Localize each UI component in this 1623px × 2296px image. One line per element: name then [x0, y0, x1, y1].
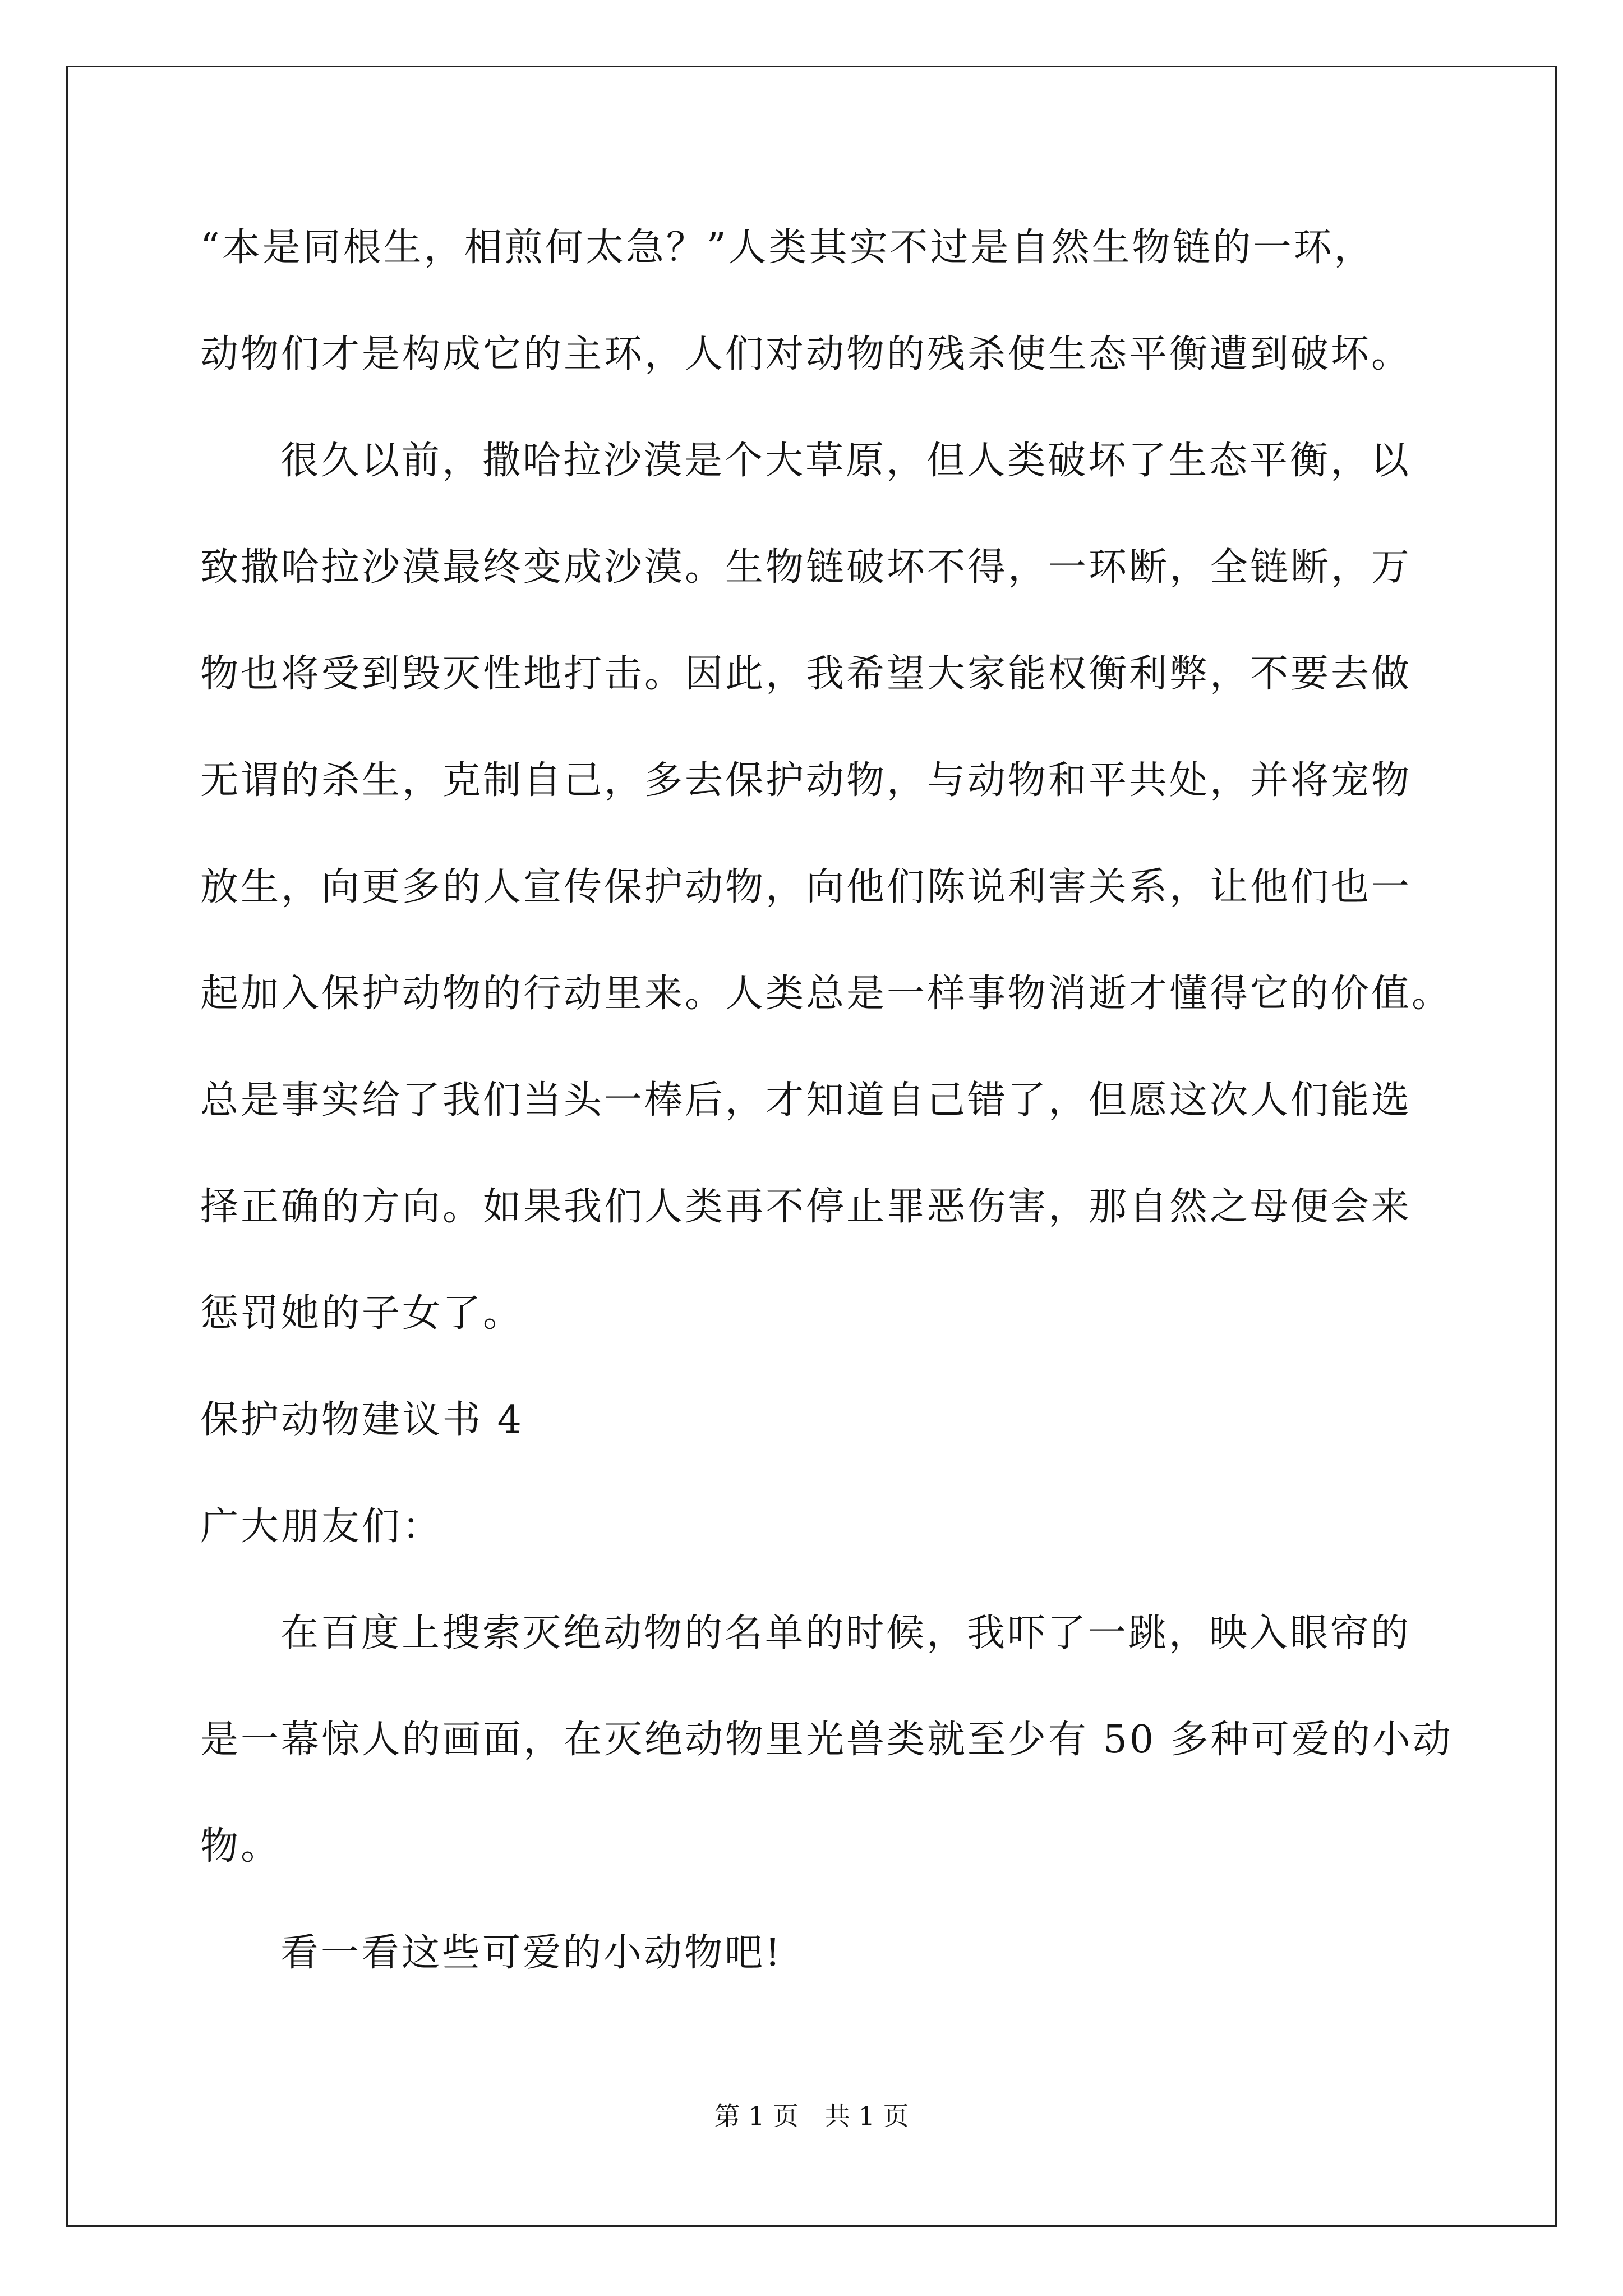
page-border: [66, 66, 1557, 2227]
paragraph-line: 致撒哈拉沙漠最终变成沙漠。生物链破坏不得，一环断，全链断，万: [200, 545, 1412, 590]
paragraph-line: 动物们才是构成它的主环，人们对动物的残杀使生态平衡遭到破坏。: [200, 332, 1412, 376]
paragraph-line: 惩罚她的子女了。: [200, 1291, 524, 1336]
paragraph-line: 在百度上搜索灭绝动物的名单的时候，我吓了一跳，映入眼帘的: [280, 1611, 1412, 1655]
page-footer: 第 1 页 共 1 页: [714, 2101, 909, 2131]
section-title: 保护动物建议书 4: [200, 1398, 524, 1442]
paragraph-line: 起加入保护动物的行动里来。人类总是一样事物消逝才懂得它的价值。: [200, 972, 1453, 1016]
paragraph-line: “本是同根生，相煎何太急？”人类其实不过是自然生物链的一环，: [200, 226, 1375, 270]
paragraph-line: 是一幕惊人的画面，在灭绝动物里光兽类就至少有 50 多种可爱的小动: [200, 1718, 1453, 1762]
salutation: 广大朋友们：: [200, 1504, 443, 1549]
paragraph-line: 看一看这些可爱的小动物吧!: [280, 1931, 783, 1975]
paragraph-line: 总是事实给了我们当头一棒后，才知道自己错了，但愿这次人们能选: [200, 1078, 1412, 1122]
paragraph-line: 无谓的杀生，克制自己，多去保护动物，与动物和平共处，并将宠物: [200, 758, 1412, 803]
paragraph-line: 择正确的方向。如果我们人类再不停止罪恶伤害，那自然之母便会来: [200, 1185, 1412, 1229]
paragraph-line: 很久以前，撒哈拉沙漠是个大草原，但人类破坏了生态平衡，以: [280, 439, 1412, 483]
paragraph-line: 物。: [200, 1824, 282, 1869]
paragraph-line: 物也将受到毁灭性地打击。因此，我希望大家能权衡利弊，不要去做: [200, 652, 1412, 696]
paragraph-line: 放生，向更多的人宣传保护动物，向他们陈说利害关系，让他们也一: [200, 865, 1412, 909]
